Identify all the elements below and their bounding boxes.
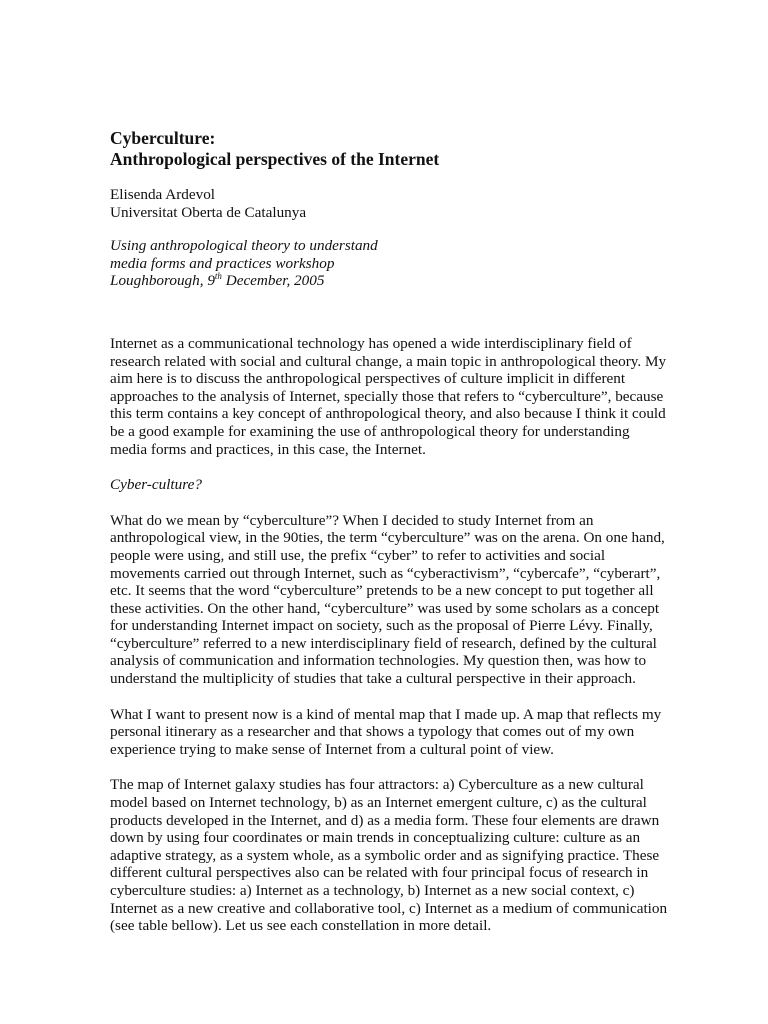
author-affiliation: Universitat Oberta de Catalunya [110, 203, 307, 221]
body-paragraph-2: What do we mean by “cyberculture”? When I decided to study Internet from an anthropological view, in the 90ties, the term “cyberculture” was on the arena. On one hand, people were using, and still use, the prefix “cyber” to refer to activities and social movements carried out through Internet, such as “cyberactivism”, “cybercafe”, “cyberart”, etc. It seems that the word “cyberculture” pretends to be a new concept to put together all these activities. On the other hand, “cyberculture” was used by some scholars as a concept for understanding Internet impact on society, such as the proposal of Pierre Lévy. Finally, “cyberculture” referred to a new interdisciplinary field of research, defined by the cultural analysis of communication and information technologies. My question then, was how to understand the multiplicity of studies that take a cultural perspective in their approach. [110, 511, 665, 688]
venue-place: Loughborough, 9 [110, 272, 215, 290]
body-paragraph-4: The map of Internet galaxy studies has four attractors: a) Cyberculture as a new cultural model based on Internet technology, b) as an Internet emergent culture, c) as the cultural products developed in the Internet, and d) as a media form. These four elements are drawn down by using four coordinates or main trends in conceptualizing culture: culture as an adaptive strategy, as a system whole, as a symbolic order and as signifying practice. These different cultural perspectives also can be related with four principal focus of research in cyberculture studies: a) Internet as a technology, b) Internet as a new social context, c) Internet as a new creative and collaborative tool, c) Internet as a medium of communication (see table bellow). Let us see each constellation in more detail. [110, 776, 668, 935]
venue-block [110, 237, 670, 290]
section-heading: Cyber-culture? [110, 476, 202, 494]
intro-paragraph: Internet as a communicational technology has opened a wide interdisciplinary field of research related with social and cultural change, a main topic in anthropological theory. My aim here is to discuss the anthropological perspectives of culture implicit in different approaches to the analysis of Internet, specially those that refers to “cyberculture”, because this term contains a key concept of anthropological theory, and also because I think it could be a good example for examining the use of anthropological theory for understanding media forms and practices, in this case, the Internet. [110, 334, 667, 458]
author-block [110, 186, 670, 221]
venue-date: December, 2005 [221, 272, 325, 290]
body-paragraph-3: What I want to present now is a kind of mental map that I made up. A map that reflects my personal itinerary as a researcher and that shows a typology that comes out of my own experience trying to make sense of Internet from a cultural point of view. [110, 705, 662, 758]
venue-line-2: media forms and practices workshop [110, 254, 335, 272]
title-line-2: Anthropological perspectives of the Internet [110, 149, 440, 169]
title-line-1: Cyberculture: [110, 128, 216, 148]
document-title [110, 128, 670, 170]
author-name: Elisenda Ardevol [110, 186, 216, 203]
document-page [110, 128, 670, 935]
venue-line-1: Using anthropological theory to understand [110, 237, 378, 255]
venue-line-3 [110, 272, 670, 290]
venue-superscript: th [214, 271, 222, 282]
